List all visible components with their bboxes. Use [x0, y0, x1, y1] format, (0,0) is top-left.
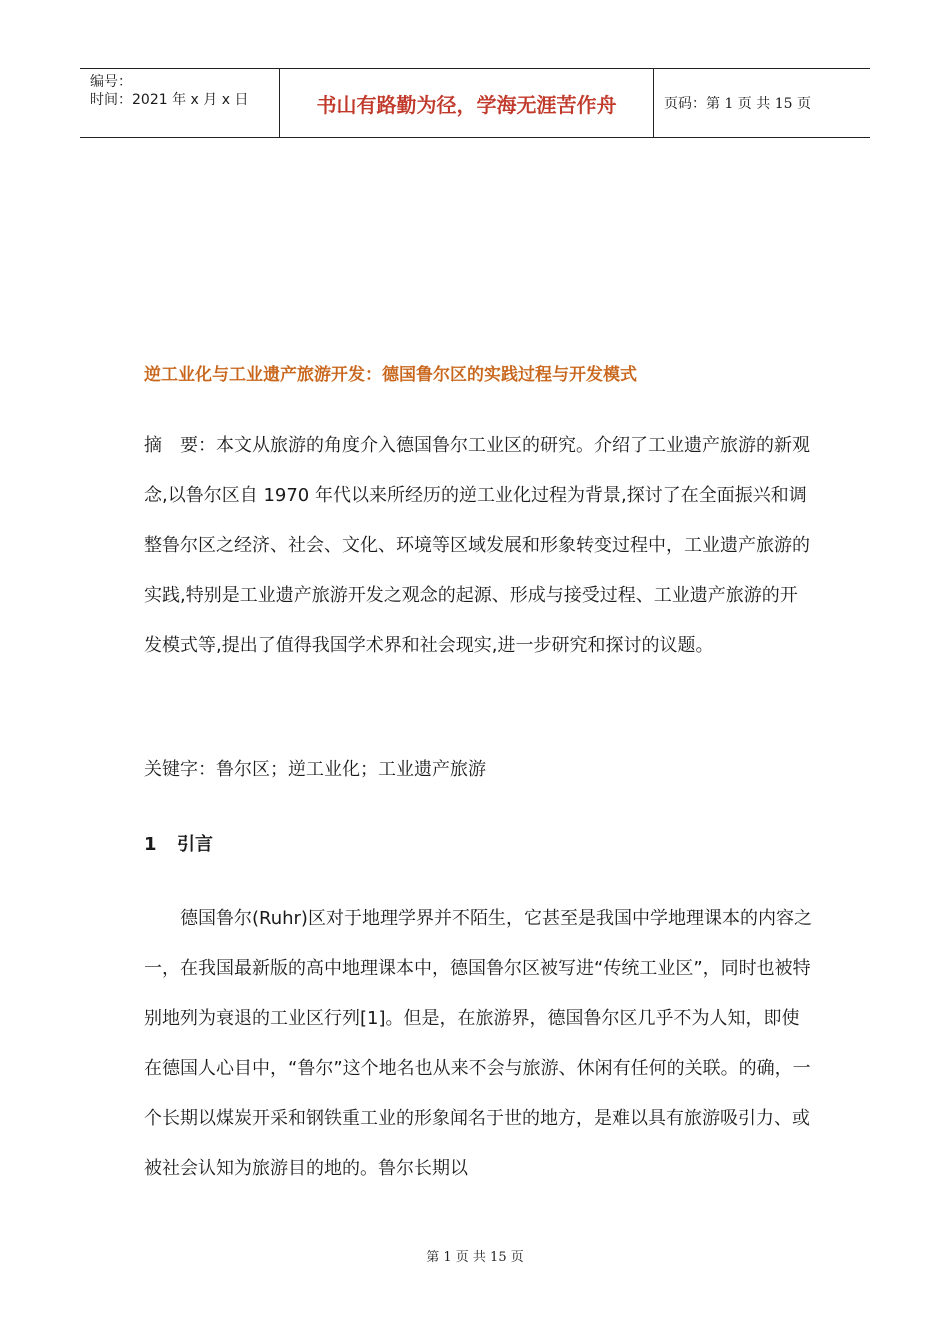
- section-heading: [144, 830, 213, 856]
- date-line: 时间：2021 年 x 月 x 日: [90, 92, 249, 108]
- header-page-info: 页码：第 1 页 共 15 页: [664, 96, 811, 112]
- header-motto: 书山有路勤为径，学海无涯苦作舟: [280, 69, 654, 137]
- intro-paragraph: 德国鲁尔(Ruhr)区对于地理学界并不陌生，它甚至是我国中学地理课本的内容之一，在我国最新版的高中地理课本中，德国鲁尔区被写进“传统工业区”，同时也被特别地列为衰退的工业区行列[1]。但是，在旅游界，德国鲁尔区几乎不为人知，即使在德国人心目中，“鲁尔”这个地名也从来不会与旅游、休闲有任何的关联。的确，一个长期以煤炭开采和钢铁重工业的形象闻名于世的地方，是难以具有旅游吸引力、或被社会认知为旅游目的地的。鲁尔长期以: [144, 908, 812, 1179]
- page-footer: 第 1 页 共 15 页: [426, 1250, 524, 1265]
- document-title: 逆工业化与工业遗产旅游开发：德国鲁尔区的实践过程与开发模式: [144, 365, 637, 385]
- section-number: 1: [144, 834, 157, 855]
- serial-number-label: 编号：: [90, 74, 132, 90]
- header-meta: [80, 69, 280, 137]
- abstract-paragraph: 摘 要：本文从旅游的角度介入德国鲁尔工业区的研究。介绍了工业遗产旅游的新观念,以鲁尔区自 1970 年代以来所经历的逆工业化过程为背景,探讨了在全面振兴和调整鲁尔区之经济、社会、文化、环境等区域发展和形象转变过程中，工业遗产旅游的实践,特别是工业遗产旅游开发之观念的起源、形成与接受过程、工业遗产旅游的开发模式等,提出了值得我国学术界和社会现实,进一步研究和探讨的议题。: [144, 435, 810, 656]
- keywords-line: 关键字：鲁尔区；逆工业化；工业遗产旅游: [144, 759, 486, 780]
- document-header: [80, 68, 870, 138]
- section-title: 引言: [177, 834, 213, 855]
